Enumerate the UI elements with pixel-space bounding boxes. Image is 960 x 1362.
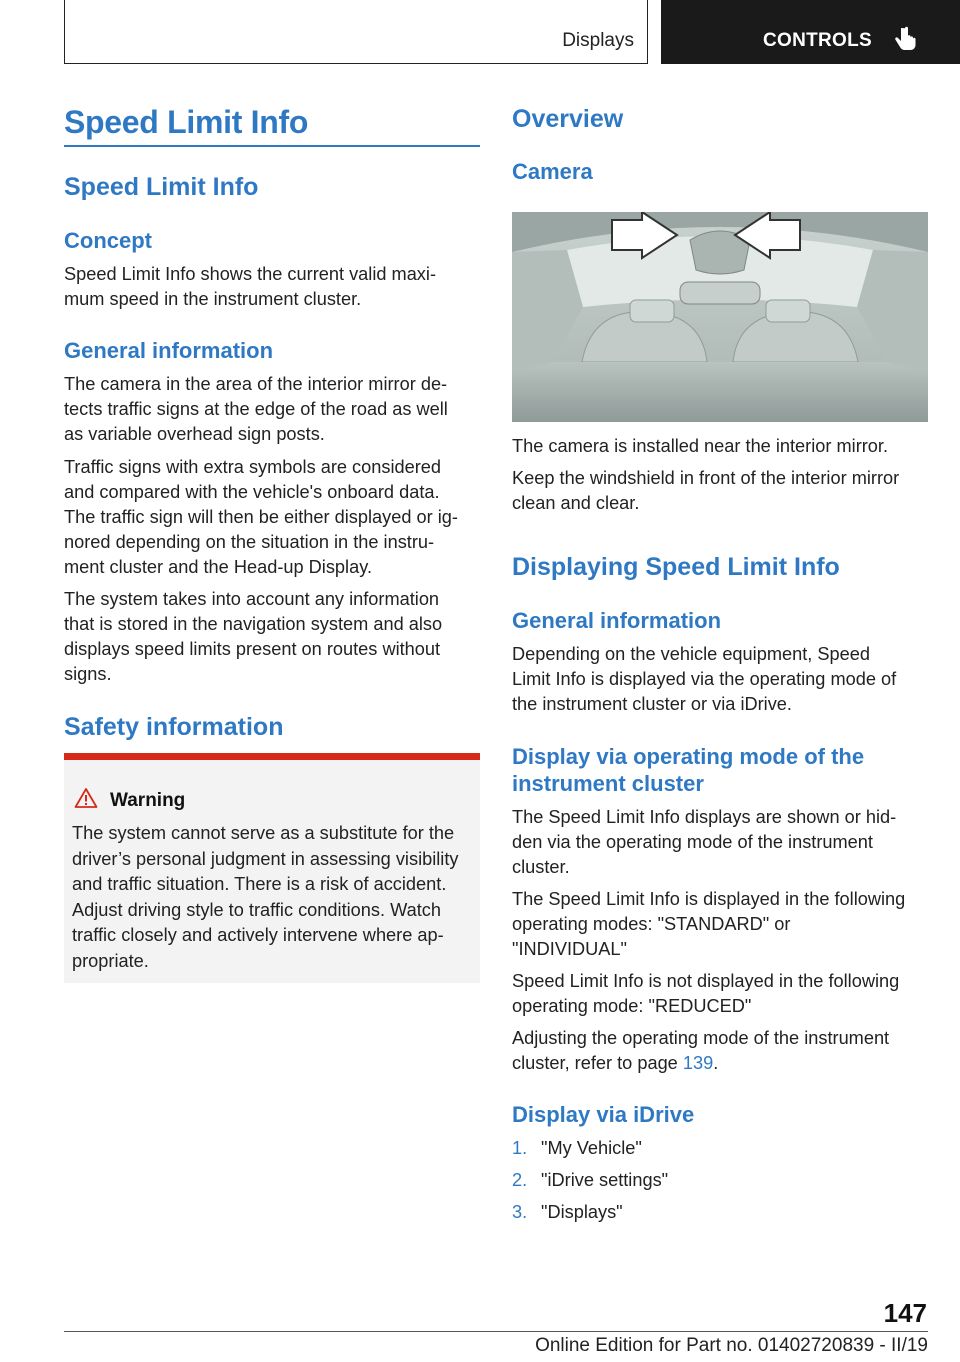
header-chapter-label: CONTROLS: [763, 30, 873, 51]
concept-text: Speed Limit Info shows the current valid maxi- mum speed in the instrument cluster.: [64, 264, 437, 309]
general-info-paragraph-2: Traffic signs with extra symbols are considered and compared with the vehicle's onboard data. The traffic sign will then be either displayed or ig- nored depending on the situation in the instru- ment cluster and the Head-up Display.: [64, 457, 458, 577]
step-text: "iDrive settings": [541, 1170, 669, 1190]
camera-text-2: Keep the windshield in front of the interior mirror clean and clear.: [512, 468, 900, 513]
general-info-paragraph-3: The system takes into account any information that is stored in the navigation system and also displays speed limits present on routes without signs.: [64, 589, 443, 684]
general-info-paragraph-1: The camera in the area of the interior mirror de- tects traffic signs at the edge of the road as well as variable overhead sign posts.: [64, 374, 448, 444]
idrive-heading: Display via iDrive: [512, 1102, 695, 1127]
displaying-heading: Displaying Speed Limit Info: [512, 553, 840, 581]
step-text: "My Vehicle": [541, 1138, 642, 1158]
title-divider: [64, 145, 480, 147]
displaying-general-text: Depending on the vehicle equipment, Speed Limit Info is displayed via the operating mode of the instrument cluster or via iDrive.: [512, 644, 897, 714]
warning-triangle-icon: [74, 787, 98, 809]
operating-mode-heading: Display via operating mode of the instrument cluster: [512, 744, 865, 796]
camera-location-photo: [512, 212, 928, 422]
footer-divider: [64, 1331, 928, 1332]
header-section-label: Displays: [562, 30, 634, 51]
operating-mode-text-4: [512, 1026, 928, 1076]
displaying-general-heading: General information: [512, 608, 722, 633]
page-title: Speed Limit Info: [64, 104, 309, 140]
operating-mode-text-2: The Speed Limit Info is displayed in the following operating modes: "STANDARD" or "INDIVIDUAL": [512, 889, 906, 959]
operating-mode-text-3: Speed Limit Info is not displayed in the following operating mode: "REDUCED": [512, 971, 900, 1016]
header-chapter-tab: [661, 0, 960, 64]
warning-text: The system cannot serve as a substitute for the driver’s personal judgment in assessing visibility and traffic situation. There is a risk of accident. Adjust driving style to traffic conditions. Watch traffic closely and actively intervene where ap- propriate.: [72, 823, 459, 971]
page-ref-suffix: .: [713, 1053, 719, 1073]
step-number: 1.: [512, 1138, 528, 1158]
step-number: 2.: [512, 1170, 528, 1190]
overview-heading: Overview: [512, 105, 624, 133]
section-title: Speed Limit Info: [64, 173, 259, 201]
hand-pointer-icon: [893, 26, 919, 54]
footer-edition: Online Edition for Part no. 01402720839 - II/19: [535, 1335, 928, 1356]
camera-heading: Camera: [512, 159, 593, 184]
general-info-heading: General information: [64, 338, 274, 363]
safety-info-heading: Safety information: [64, 713, 284, 741]
operating-mode-text-1: The Speed Limit Info displays are shown or hid- den via the operating mode of the instrument cluster.: [512, 807, 897, 877]
header-section-tab: [64, 0, 648, 64]
concept-heading: Concept: [64, 228, 152, 253]
warning-title: Warning: [110, 790, 186, 811]
page-ref-prefix: Adjusting the operating mode of the instrument cluster, refer to page: [512, 1028, 890, 1073]
page-number: 147: [883, 1298, 927, 1328]
warning-box: [64, 753, 480, 983]
step-text: "Displays": [541, 1202, 623, 1222]
step-number: 3.: [512, 1202, 528, 1222]
page-reference-link[interactable]: 139: [682, 1053, 714, 1073]
camera-text-1: The camera is installed near the interior mirror.: [512, 436, 889, 456]
